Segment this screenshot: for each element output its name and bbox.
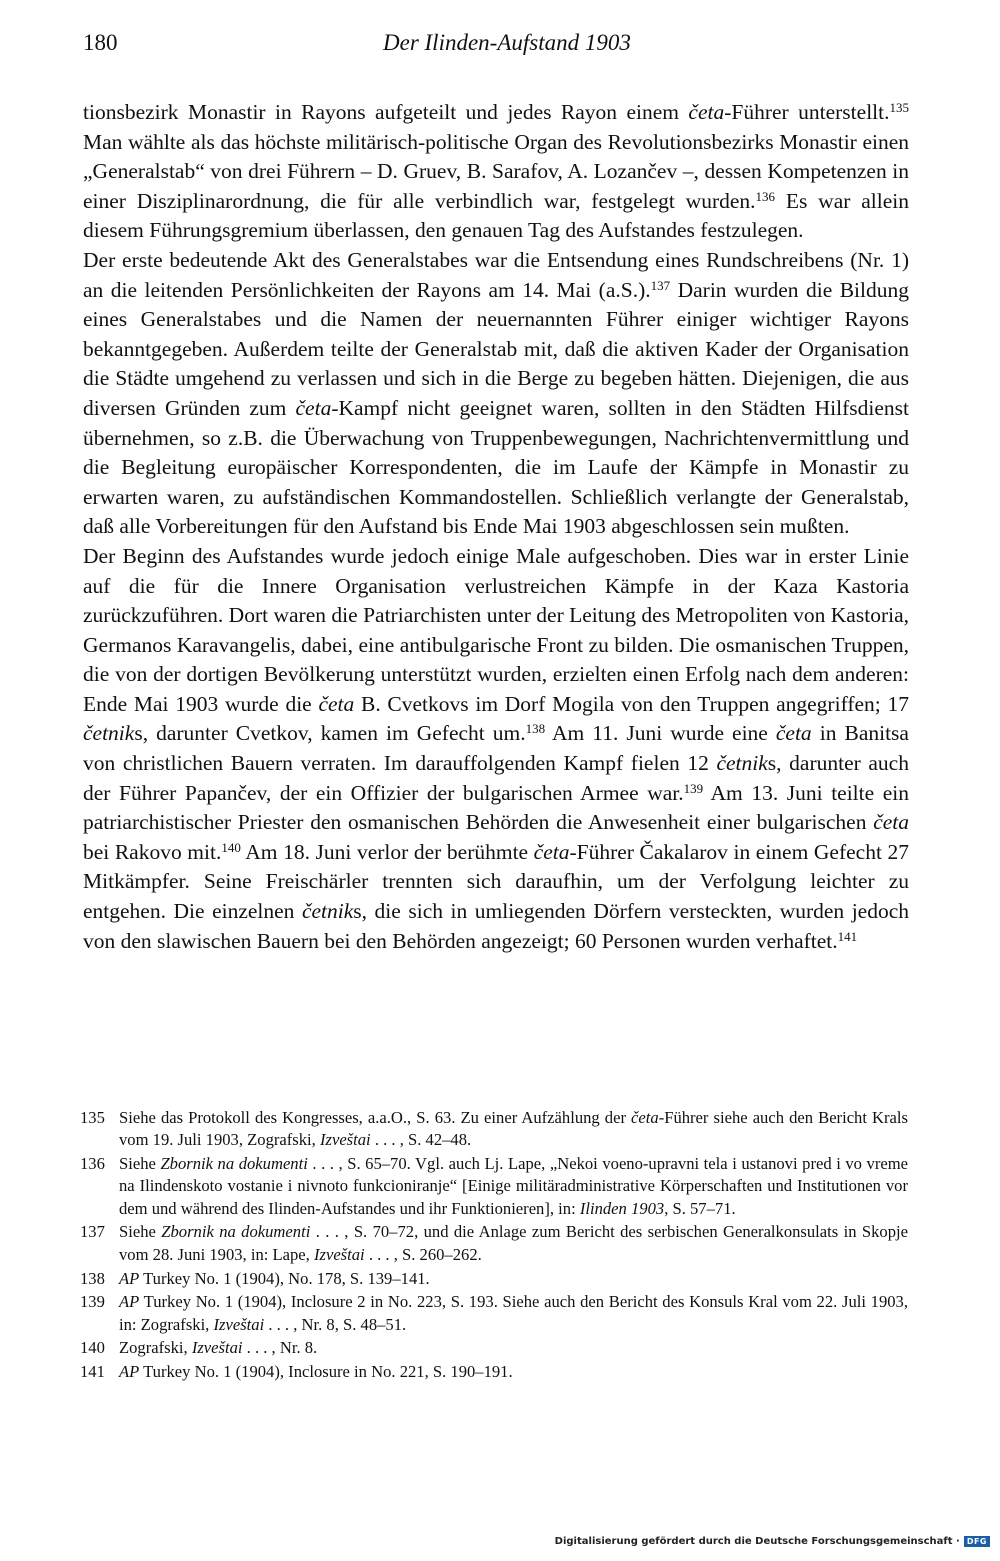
text-run: , S. 57–71. <box>664 1198 736 1218</box>
text-run: četa <box>295 395 332 420</box>
text-run: Izveštai <box>313 1244 365 1264</box>
footnote <box>80 1221 908 1266</box>
footnote-ref: 140 <box>221 839 241 855</box>
footnote-text <box>119 1153 908 1220</box>
footnote <box>80 1107 908 1152</box>
text-run: B. Cvetkovs im Dorf Mogila von den Truppen angegriffen; 17 <box>354 691 909 716</box>
footnote-text <box>119 1361 908 1383</box>
text-run: četa <box>775 721 812 746</box>
text-run: s, die sich in umliegenden Dörfern versteckten, wurden jedoch von den slawischen Bauern bei den Behörden angezeigt; 60 Personen wurden verhaftet. <box>83 899 909 953</box>
footnote-text <box>119 1221 908 1266</box>
footnote <box>80 1153 908 1220</box>
footnote-ref: 137 <box>650 277 671 293</box>
text-run: četa <box>688 100 725 124</box>
footnote <box>80 1268 908 1290</box>
text-run: Zografski, <box>119 1338 192 1358</box>
text-run: in Banitsa von christlichen Bauern verraten. Im darauffolgenden Kampf fielen 12 <box>83 721 909 776</box>
text-run: s, darunter auch der Führer Papančev, der ein Offizier der bulgarischen Armee war. <box>83 751 909 805</box>
footnote-number: 136 <box>80 1154 105 1174</box>
text-run: Darin wurden die Bildung eines Generalstabes und die Namen der neuernannten Führer einiger wichtiger Rayons bekanntgegeben. Außerdem teilte der Generalstab mit, daß die aktiven Kader der Organisation die Städte umgehend zu verlassen und sich in die Berge zu begeben hätten. Diejenigen, die aus diversen Gründen zum <box>83 277 909 420</box>
text-run: Zbornik na dokumenti <box>160 1154 308 1174</box>
text-run: . . . , S. 42–48. <box>370 1130 472 1150</box>
footnote-ref: 135 <box>889 100 909 115</box>
footnote-ref: 139 <box>683 780 704 796</box>
text-run: Izveštai <box>191 1338 243 1358</box>
footnote-number: 139 <box>80 1292 105 1312</box>
footnote-text <box>119 1268 908 1290</box>
text-run: -Führer siehe auch den Bericht Krals vom 19. Juli 1903, Zografski, <box>119 1108 908 1150</box>
text-run: Siehe <box>119 1154 161 1174</box>
text-run: Der Beginn des Aufstandes wurde jedoch einige Male aufgeschoben. Dies war in erster Linie auf die für die Innere Organisation verlustreichen Kämpfe in der Kaza Kastoria zurückzuführen. Dort waren die Patriarchisten unter der Leitung des Metropoliten von Kastoria, Germanos Karavangelis, dabei, eine antibulgarische Front zu bilden. Die osmanischen Truppen, die von der dortigen Bevölkerung unterstützt wurden, erzielten einen Erfolg nach dem anderen: Ende Mai 1903 wurde die <box>83 543 909 716</box>
text-run: četnik <box>83 721 135 746</box>
text-run: Siehe das Protokoll des Kongresses, a.a.O., S. 63. Zu einer Aufzählung der <box>119 1108 632 1127</box>
text-run: Ilinden 1903 <box>579 1198 665 1218</box>
text-run: tionsbezirk Monastir in Rayons aufgeteilt und jedes Rayon einem <box>83 100 689 124</box>
body-text <box>83 98 909 956</box>
funding-notice: Digitalisierung gefördert durch die Deutsche Forschungsgemeinschaft · <box>554 1536 960 1547</box>
text-run: Am 13. Juni teilte ein patriarchistischer Priester den osmanischen Behörden die Anwesenheit einer bulgarischen <box>83 780 909 835</box>
footnote <box>80 1337 908 1359</box>
text-run: -Führer unterstellt. <box>724 100 890 124</box>
text-run: AP <box>119 1362 140 1382</box>
text-run: . . . , Nr. 8, S. 48–51. <box>264 1314 407 1334</box>
paragraph <box>83 542 909 956</box>
text-run: -Führer Čakalarov in einem Gefecht 27 Mitkämpfer. Seine Freischärler trennten sich daraufhin, um der Verfolgung leichter zu entgehen. Die einzelnen <box>83 839 909 924</box>
text-run: četnik <box>716 751 768 776</box>
footnote-text <box>119 1107 908 1152</box>
text-run: -Kampf nicht geeignet waren, sollten in den Städten Hilfsdienst übernehmen, so z.B. die Überwachung von Truppenbewegungen, Nachrichtenvermittlung und die Begleitung europäischer Korrespondenten, die im Laufe der Kämpfe in Monastir zu erwarten waren, zu aufständischen Kommandostellen. Schließlich verlangte der Generalstab, daß alle Vorbereitungen für den Aufstand bis Ende Mai 1903 abgeschlossen sein mußten. <box>83 395 909 539</box>
text-run: Der erste bedeutende Akt des Generalstabes war die Entsendung eines Rundschreibens (Nr. 1) an die leitenden Persönlichkeiten der Rayons am 14. Mai (a.S.). <box>83 247 909 302</box>
text-run: Es war allein diesem Führungsgremium überlassen, den genauen Tag des Aufstandes festzulegen. <box>83 188 909 243</box>
text-run: Izveštai <box>319 1130 371 1150</box>
paragraph <box>83 98 909 246</box>
text-run: s, darunter Cvetkov, kamen im Gefecht um. <box>134 721 526 746</box>
text-run: AP <box>119 1268 140 1288</box>
footnote <box>80 1361 908 1383</box>
text-run: Zbornik na dokumenti <box>161 1222 311 1242</box>
footnote <box>80 1291 908 1336</box>
text-run: bei Rakovo mit. <box>83 839 222 864</box>
page-number: 180 <box>83 30 118 55</box>
text-run: . . . , S. 260–262. <box>364 1244 482 1264</box>
footnote-ref: 141 <box>837 928 858 944</box>
dfg-logo: DFG <box>964 1536 990 1547</box>
text-run: Am 18. Juni verlor der berühmte <box>240 839 534 864</box>
footnotes <box>80 1107 908 1385</box>
paragraph <box>83 246 909 542</box>
footnote-number: 141 <box>80 1362 105 1382</box>
text-run: Turkey No. 1 (1904), Inclosure in No. 221, S. 190–191. <box>139 1362 513 1382</box>
footnote-text <box>119 1337 908 1359</box>
running-header <box>83 30 918 64</box>
text-run: AP <box>119 1292 140 1312</box>
text-run: . . . , Nr. 8. <box>242 1338 318 1358</box>
text-run: Turkey No. 1 (1904), Inclosure 2 in No. 223, S. 193. Siehe auch den Bericht des Konsuls Kral vom 22. Juli 1903, in: Zografski, <box>119 1292 908 1334</box>
text-run: Izveštai <box>213 1314 265 1334</box>
footnote-ref: 138 <box>525 721 546 737</box>
text-run: Siehe <box>119 1222 162 1242</box>
text-run: Man wählte als das höchste militärisch-politische Organ des Revolutionsbezirks Monastir einen „Generalstab“ von drei Führern – D. Gruev, B. Sarafov, A. Lozančev –, dessen Kompetenzen in einer Disziplinarordnung, die für alle verbindlich war, festgelegt wurden. <box>83 129 909 213</box>
text-run: . . . , S. 70–72, und die Anlage zum Bericht des serbischen Generalkonsulats in Skopje vom 28. Juni 1903, in: Lape, <box>119 1222 909 1264</box>
text-run: četnik <box>301 899 354 924</box>
text-run: četa <box>533 839 570 864</box>
running-title: Der Ilinden-Aufstand 1903 <box>383 30 631 55</box>
text-run: četa <box>318 691 355 716</box>
digitization-footer <box>555 1536 990 1547</box>
text-run: Turkey No. 1 (1904), No. 178, S. 139–141. <box>139 1268 430 1288</box>
text-run: Am 11. Juni wurde eine <box>545 721 776 746</box>
footnote-number: 135 <box>80 1108 105 1127</box>
footnote-number: 137 <box>80 1222 105 1242</box>
footnote-text <box>119 1291 908 1336</box>
footnote-ref: 136 <box>755 188 776 204</box>
text-run: četa <box>873 810 909 835</box>
text-run: . . . , S. 65–70. Vgl. auch Lj. Lape, „Nekoi voeno-upravni tela i ustanovi pred i vo vreme na Ilindenskoto vostanie i nivnoto funkcioniranje“ [Einige militäradministrative Körperschaften und Institutionen vor dem und während des Ilinden-Aufstandes und ihr Funktionieren], in: <box>119 1154 908 1218</box>
footnote-number: 138 <box>80 1268 105 1288</box>
footnote-number: 140 <box>80 1338 105 1358</box>
text-run: četa <box>631 1108 659 1127</box>
